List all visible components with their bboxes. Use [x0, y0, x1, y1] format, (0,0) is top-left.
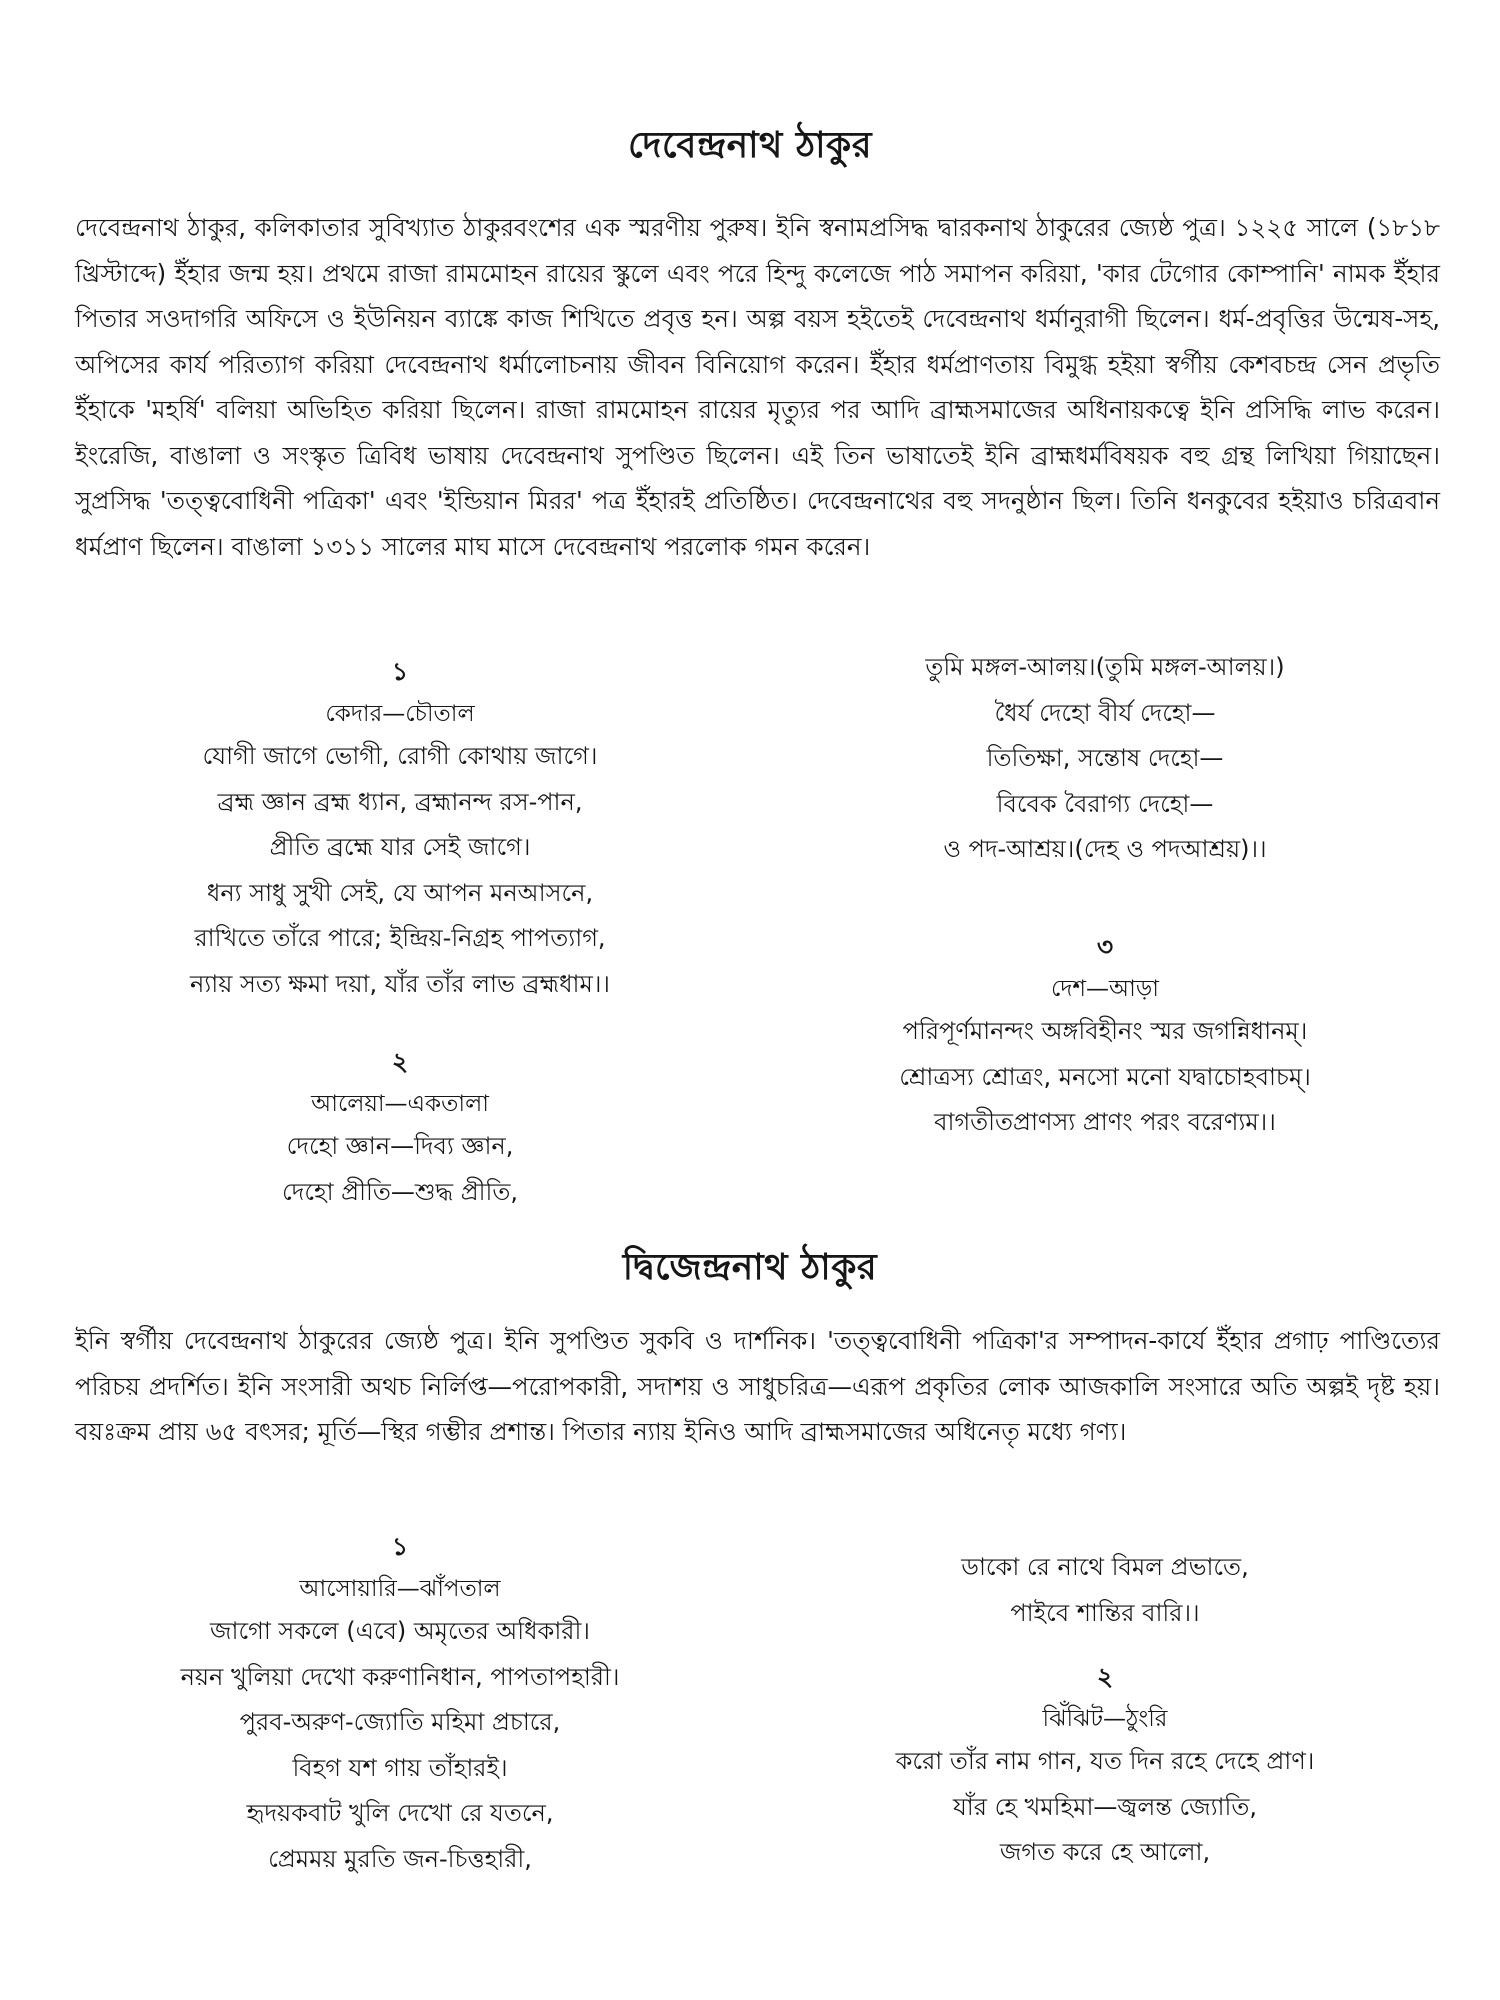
- song-line: যাঁর হে খমহিমা—জ্বলন্ত জ্যোতি,: [952, 1792, 1258, 1821]
- song-2-continuation: [820, 645, 1390, 873]
- song-raga: দেশ—আড়া: [1051, 976, 1159, 1002]
- song-raga: আসোয়ারি—ঝাঁপতাল: [299, 1576, 501, 1602]
- song-line: হৃদয়কবাট খুলি দেখো রে যতনে,: [246, 1799, 554, 1827]
- song-number: ১: [391, 1532, 409, 1561]
- song-1-continuation: [820, 1545, 1390, 1636]
- song-number: ২: [1096, 1662, 1114, 1691]
- song-number: ৩: [1096, 932, 1114, 961]
- song-2-dwijendranath: [820, 1655, 1390, 1876]
- song-line: তুমি মঙ্গল-আলয়।(তুমি মঙ্গল-আলয়।): [925, 653, 1285, 681]
- song-number: ১: [391, 657, 409, 686]
- song-line: বাগতীতপ্রাণস্য প্রাণং পরং বরেণ্যম।।: [934, 1108, 1276, 1136]
- song-line: জগত করে হে আলো,: [999, 1838, 1211, 1866]
- song-line: তিতিক্ষা, সন্তোষ দেহো—: [986, 744, 1224, 772]
- song-line: প্রেমময় মুরতি জন-চিত্তহারী,: [268, 1844, 532, 1873]
- song-line: ধন্য সাধু সুখী সেই, যে আপন মনআসনে,: [206, 878, 594, 907]
- song-line: প্রীতি ব্রহ্মে যার সেই জাগে।: [269, 833, 531, 861]
- song-line: ন্যায় সত্য ক্ষমা দয়া, যাঁর তাঁর লাভ ব্রহ্মধাম।।: [189, 969, 611, 998]
- song-line: ডাকো রে নাথে বিমল প্রভাতে,: [961, 1553, 1249, 1581]
- song-1-debendranath: [120, 650, 680, 1007]
- heading-debendranath: দেবেন্দ্রনাথ ঠাকুর: [627, 125, 873, 166]
- song-line: যোগী জাগে ভোগী, রোগী কোথায় জাগে।: [202, 742, 598, 770]
- song-line: দেহো প্রীতি—শুদ্ধ প্রীতি,: [281, 1177, 519, 1206]
- song-line: পরিপূর্ণমানন্দং অঙ্গবিহীনং স্মর জগন্নিধানম্।: [902, 1017, 1308, 1045]
- song-raga: আলেয়া—একতালা: [311, 1091, 489, 1117]
- song-line: পাইবে শান্তির বারি।।: [1010, 1598, 1200, 1627]
- song-line: নয়ন খুলিয়া দেখো করুণানিধান, পাপতাপহারী।: [180, 1662, 620, 1691]
- song-raga: ঝিঁঝিট—ঠুংরি: [1042, 1706, 1168, 1732]
- song-1-dwijendranath: [120, 1525, 680, 1882]
- song-line: জাগো সকলে (এবে) অমৃতের অধিকারী।: [210, 1617, 590, 1645]
- song-line: বিবেক বৈরাগ্য দেহো—: [996, 789, 1214, 818]
- song-line: ব্রহ্ম জ্ঞান ব্রহ্ম ধ্যান, ব্রহ্মানন্দ রস-পান,: [217, 787, 583, 816]
- song-line: দেহো জ্ঞান—দিব্য জ্ঞান,: [286, 1132, 514, 1160]
- song-line: ও পদ-আশ্রয়।(দেহ ও পদআশ্রয়)।।: [943, 835, 1267, 863]
- song-number: ২: [391, 1047, 409, 1076]
- song-raga: কেদার—চৌতাল: [325, 701, 475, 727]
- song-line: করো তাঁর নাম গান, যত দিন রহে দেহে প্রাণ।: [895, 1747, 1315, 1775]
- song-line: বিহগ যশ গায় তাঁহারই।: [292, 1753, 508, 1782]
- song-line: শ্রোত্রস্য শ্রোত্রং, মনসো মনো যদ্বাচোহবাচম্।: [899, 1062, 1311, 1091]
- song-line: রাখিতে তাঁরে পারে; ইন্দ্রিয়-নিগ্রহ পাপত্যাগ,: [194, 924, 606, 952]
- song-line: ধৈর্য দেহো বীর্য দেহো—: [994, 698, 1216, 727]
- song-line: পুরব-অরুণ-জ্যোতি মহিমা প্রচারে,: [239, 1708, 561, 1736]
- bio-debendranath: দেবেন্দ্রনাথ ঠাকুর, কলিকাতার সুবিখ্যাত ঠাকুরবংশের এক স্মরণীয় পুরুষ। ইনি স্বনামপ্রসিদ্ধ দ্বারকনাথ ঠাকুরের জ্যেষ্ঠ পুত্র। ১২২৫ সালে (১৮১৮ খ্রিস্টাব্দে) ইঁহার জন্ম হয়। প্রথমে রাজা রামমোহন রায়ের স্কুলে এবং পরে হিন্দু কলেজে পাঠ সমাপন করিয়া, 'কার টেগোর কোম্পানি' নামক ইঁহার পিতার সওদাগরি অফিসে ও ইউনিয়ন ব্যাঙ্কে কাজ শিখিতে প্রবৃত্ত হন। অল্প বয়স হইতেই দেবেন্দ্রনাথ ধর্মানুরাগী ছিলেন। ধর্ম-প্রবৃত্তির উন্মেষ-সহ, অপিসের কার্য পরিত্যাগ করিয়া দেবেন্দ্রনাথ ধর্মালোচনায় জীবন বিনিয়োগ করেন। ইঁহার ধর্মপ্রাণতায় বিমুগ্ধ হইয়া স্বর্গীয় কেশবচন্দ্র সেন প্রভৃতি ইঁহাকে 'মহর্ষি' বলিয়া অভিহিত করিয়া ছিলেন। রাজা রামমোহন রায়ের মৃত্যুর পর আদি ব্রাহ্মসমাজের অধিনায়কত্বে ইনি প্রসিদ্ধি লাভ করেন। ইংরেজি, বাঙালা ও সংস্কৃত ত্রিবিধ ভাষায় দেবেন্দ্রনাথ সুপণ্ডিত ছিলেন। এই তিন ভাষাতেই ইনি ব্রাহ্মধর্মবিষয়ক বহু গ্রন্থ লিখিয়া গিয়াছেন। সুপ্রসিদ্ধ 'তত্ত্ববোধিনী পত্রিকা' এবং 'ইন্ডিয়ান মিরর' পত্র ইঁহারই প্রতিষ্ঠিত। দেবেন্দ্রনাথের বহু সদনুষ্ঠান ছিল। তিনি ধনকুবের হইয়াও চরিত্রবান ধর্মপ্রাণ ছিলেন। বাঙালা ১৩১১ সালের মাঘ মাসে দেবেন্দ্রনাথ পরলোক গমন করেন।: [75, 213, 1440, 561]
- bio-dwijendranath: ইনি স্বর্গীয় দেবেন্দ্রনাথ ঠাকুরের জ্যেষ্ঠ পুত্র। ইনি সুপণ্ডিত সুকবি ও দার্শনিক। 'তত্ত্ববোধিনী পত্রিকা'র সম্পাদন-কার্যে ইঁহার প্রগাঢ় পাণ্ডিত্যের পরিচয় প্রদর্শিত। ইনি সংসারী অথচ নির্লিপ্ত—পরোপকারী, সদাশয় ও সাধুচরিত্র—এরূপ প্রকৃতির লোক আজকালি সংসারে অতি অল্পই দৃষ্ট হয়। বয়ঃক্রম প্রায় ৬৫ বৎসর; মূর্তি—স্থির গম্ভীর প্রশান্ত। পিতার ন্যায় ইনিও আদি ব্রাহ্মসমাজের অধিনেতৃ মধ্যে গণ্য।: [75, 1326, 1440, 1446]
- song-3-debendranath: [820, 925, 1390, 1146]
- heading-dwijendranath: দ্বিজেন্দ্রনাথ ঠাকুর: [622, 1247, 878, 1288]
- song-2-debendranath: [120, 1040, 680, 1215]
